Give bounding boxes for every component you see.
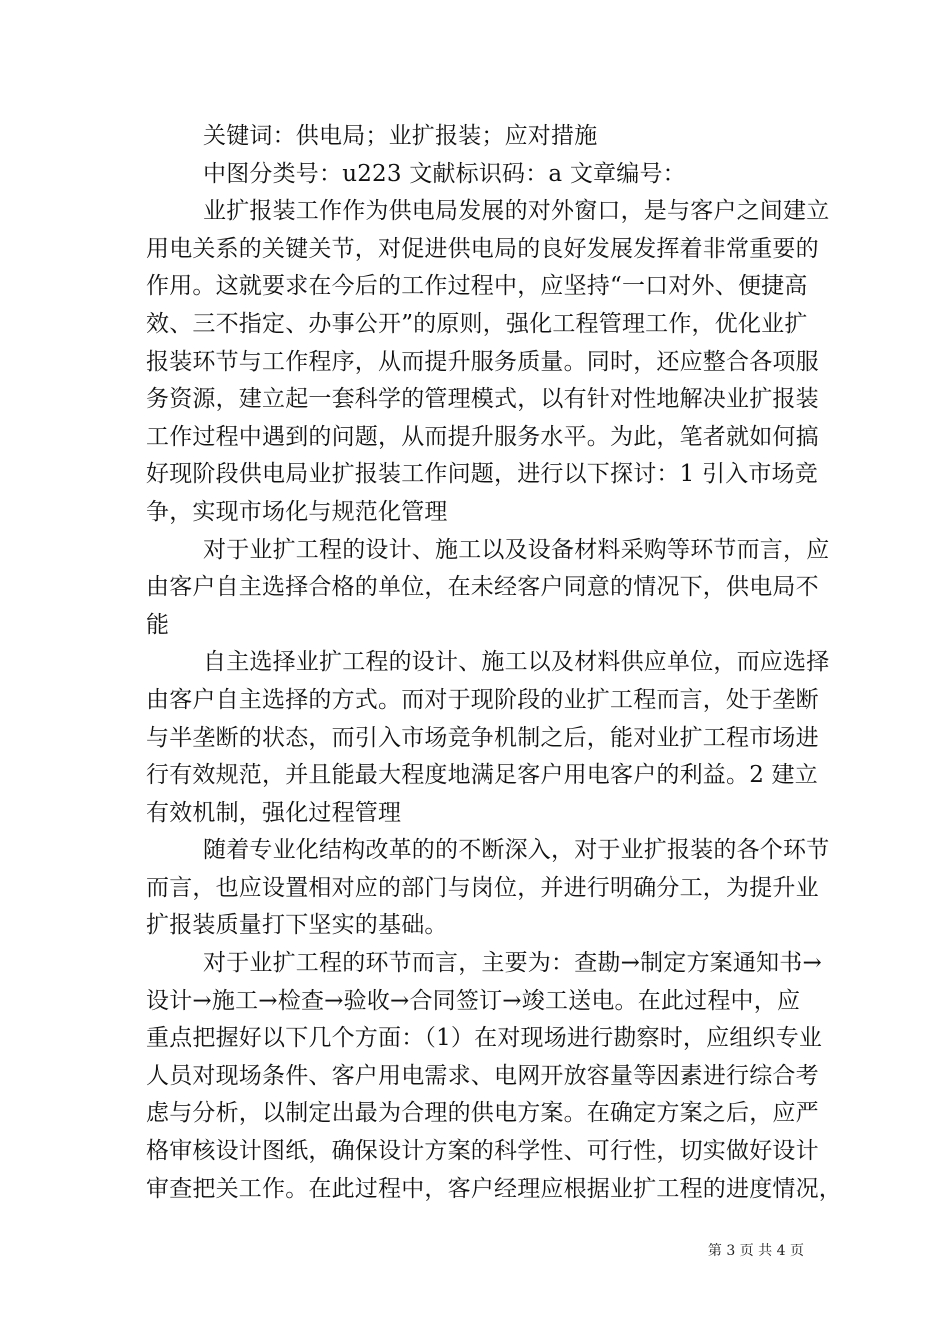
text-line: 行有效规范，并且能最大程度地满足客户用电客户的利益。2 建立 [146, 762, 818, 789]
text-line: 业扩报装工作作为供电局发展的对外窗口，是与客户之间建立 [203, 198, 830, 225]
text-line: 审查把关工作。在此过程中，客户经理应根据业扩工程的进度情况， [146, 1175, 842, 1202]
text-line: 中图分类号：u223 文献标识码：a 文章编号： [203, 160, 686, 187]
page-number: 第 3 页 共 4 页 [707, 1243, 804, 1259]
text-line: 好现阶段供电局业扩报装工作问题，进行以下探讨：1 引入市场竞 [146, 461, 818, 488]
text-line: 人员对现场条件、客户用电需求、电网开放容量等因素进行综合考 [146, 1062, 819, 1089]
text-line: 设计→施工→检查→验收→合同签订→竣工送电。在此过程中，应 [146, 987, 801, 1014]
text-line: 由客户自主选择合格的单位，在未经客户同意的情况下，供电局不 [146, 574, 819, 601]
text-line: 与半垄断的状态，而引入市场竞争机制之后，能对业扩工程市场进 [146, 724, 819, 751]
text-line: 随着专业化结构改革的的不断深入，对于业扩报装的各个环节 [203, 837, 830, 864]
body-text [146, 118, 842, 1208]
text-line: 对于业扩工程的设计、施工以及设备材料采购等环节而言，应 [203, 536, 830, 563]
text-line: 由客户自主选择的方式。而对于现阶段的业扩工程而言，处于垄断 [146, 686, 819, 713]
text-line: 格审核设计图纸，确保设计方案的科学性、可行性，切实做好设计 [146, 1138, 819, 1165]
text-line: 对于业扩工程的环节而言，主要为：查勘→制定方案通知书→ [203, 950, 822, 977]
text-line: 扩报装质量打下坚实的基础。 [146, 912, 448, 939]
text-line: 务资源，建立起一套科学的管理模式，以有针对性地解决业扩报装 [146, 386, 819, 413]
text-line: 争，实现市场化与规范化管理 [146, 498, 448, 525]
text-line: 而言，也应设置相对应的部门与岗位，并进行明确分工，为提升业 [146, 874, 819, 901]
text-line: 能 [146, 611, 170, 638]
text-line: 有效机制，强化过程管理 [146, 799, 402, 826]
text-line: 用电关系的关键关节，对促进供电局的良好发展发挥着非常重要的 [146, 235, 819, 262]
text-line: 重点把握好以下几个方面：（1）在对现场进行勘察时，应组织专业 [146, 1025, 823, 1052]
text-line: 效、三不指定、办事公开”的原则，强化工程管理工作，优化业扩 [146, 310, 808, 337]
text-line: 工作过程中遇到的问题，从而提升服务水平。为此，笔者就如何搞 [146, 423, 819, 450]
text-line: 关键词：供电局；业扩报装；应对措施 [203, 123, 598, 149]
text-line: 作用。这就要求在今后的工作过程中，应坚持“一口对外、便捷高 [146, 273, 808, 300]
text-line: 自主选择业扩工程的设计、施工以及材料供应单位，而应选择 [203, 649, 830, 676]
text-line: 报装环节与工作程序，从而提升服务质量。同时，还应整合各项服 [146, 348, 819, 375]
text-line: 虑与分析，以制定出最为合理的供电方案。在确定方案之后，应严 [146, 1100, 819, 1127]
